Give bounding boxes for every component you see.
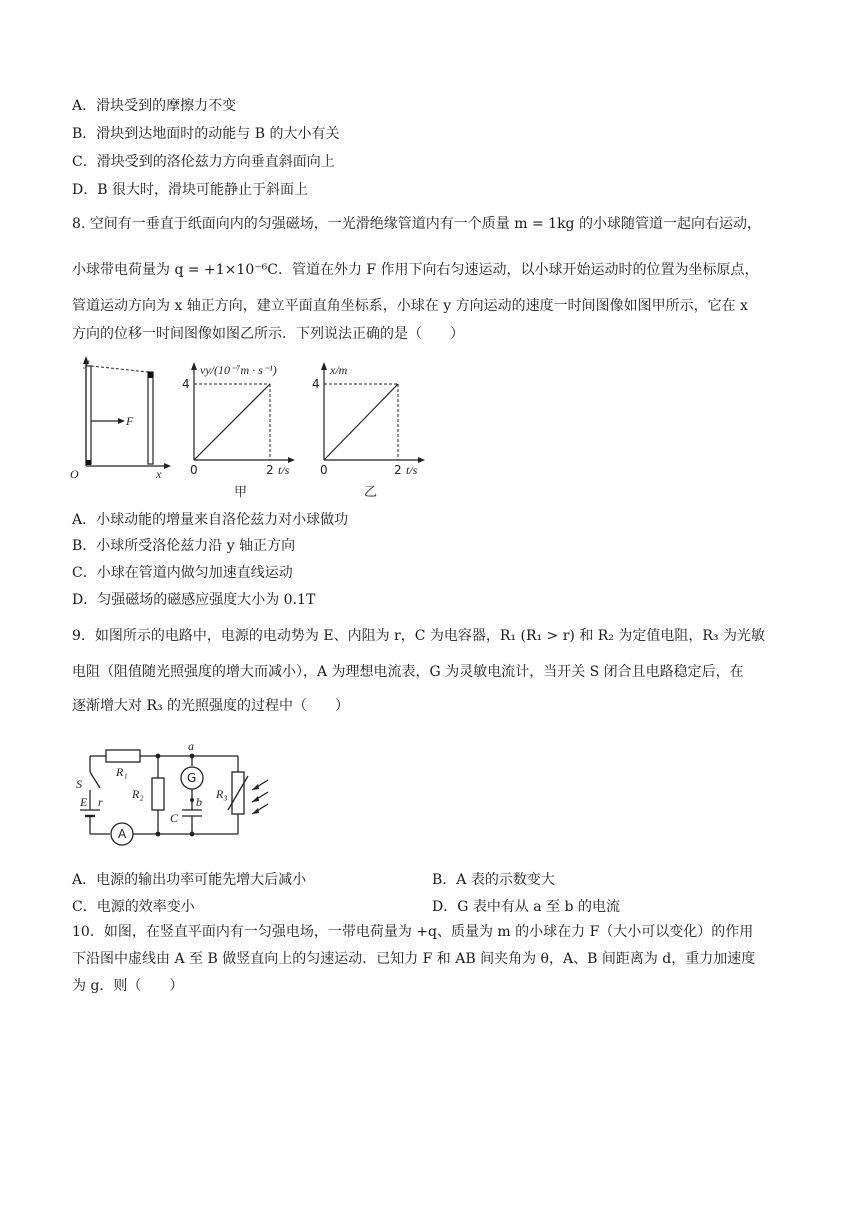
galvanometer-label: G — [187, 771, 197, 785]
jia-x-axis-label: t/s — [278, 463, 290, 477]
yi-origin: 0 — [320, 463, 328, 477]
q8-stem-line-1: 8. 空间有一垂直于纸面向内的匀强磁场，一光滑绝缘管道内有一个质量 m = 1kg 的小球随管道一起向右运动， — [72, 216, 761, 232]
node-a-label: a — [188, 739, 194, 753]
q8-figure — [68, 356, 438, 504]
q8-stem-line-2: 小球带电荷量为 q = +1×10⁻⁶C．管道在外力 F 作用下向右匀速运动，以小球开始运动时的位置为坐标原点， — [72, 262, 759, 278]
q8-stem-line-3: 管道运动方向为 x 轴正方向，建立平面直角坐标系，小球在 y 方向运动的速度一时间图像如图甲所示，它在 x — [72, 298, 748, 314]
pipe-origin-label: O — [70, 467, 79, 481]
ammeter-label: A — [118, 827, 127, 841]
q7-option-c: C．滑块受到的洛伦兹力方向垂直斜面向上 — [72, 154, 335, 170]
emf-label: E — [80, 795, 88, 809]
graph-jia — [182, 362, 295, 500]
q8-stem-line-4: 方向的位移一时间图像如图乙所示．下列说法正确的是（ ） — [72, 326, 464, 342]
yi-x-axis-label: t/s — [406, 463, 418, 477]
yi-y-tick: 4 — [312, 377, 320, 391]
q8-option-a: A．小球动能的增量来自洛伦兹力对小球做功 — [72, 512, 349, 528]
jia-origin: 0 — [190, 463, 198, 477]
switch-label: S — [76, 777, 82, 791]
jia-x-tick: 2 — [266, 463, 274, 477]
yi-line — [324, 384, 398, 460]
q8-option-c: C．小球在管道内做匀加速直线运动 — [72, 565, 293, 581]
r3-label: R₃ — [216, 787, 228, 801]
q9-stem-line-2: 电阻（阻值随光照强度的增大而减小），A 为理想电流表，G 为灵敏电流计，当开关 S 闭合且电路稳定后，在 — [72, 664, 744, 680]
graph-yi — [312, 362, 425, 500]
q9-option-c: C．电源的效率变小 — [72, 899, 195, 915]
q7-option-a: A．滑块受到的摩擦力不变 — [72, 98, 237, 114]
q9-option-b: B．A 表的示数变大 — [432, 872, 555, 888]
jia-caption: 甲 — [234, 485, 248, 500]
pipe-f-label: F — [126, 414, 134, 428]
q9-circuit — [72, 734, 272, 852]
jia-y-tick: 4 — [182, 377, 190, 391]
q9-stem-line-1: 9．如图所示的电路中，电源的电动势为 E、内阻为 r，C 为电容器，R₁ (R₁ > r) 和 R₂ 为定值电阻，R₃ 为光敏 — [72, 628, 765, 644]
q9-option-d: D．G 表中有从 a 至 b 的电流 — [432, 899, 620, 915]
q9-stem-line-3: 逐渐增大对 R₃ 的光照强度的过程中（ ） — [72, 698, 350, 714]
yi-y-axis-label: x/m — [330, 363, 348, 377]
internal-resistance-label: r — [98, 795, 103, 809]
pipe-x-label: x — [156, 467, 162, 481]
yi-x-tick: 2 — [394, 463, 402, 477]
q10-stem-line-3: 为 g．则（ ） — [72, 978, 184, 994]
q8-option-b: B．小球所受洛伦兹力沿 y 轴正方向 — [72, 538, 296, 554]
q9-option-a: A．电源的输出功率可能先增大后减小 — [72, 872, 307, 888]
q10-stem-line-1: 10．如图，在竖直平面内有一匀强电场，一带电荷量为 +q、质量为 m 的小球在力 F（大小可以变化）的作用 — [72, 924, 754, 940]
q8-option-d: D．匀强磁场的磁感应强度大小为 0.1T — [72, 592, 316, 608]
capacitor-label: C — [170, 811, 179, 825]
q7-option-b: B．滑块到达地面时的动能与 B 的大小有关 — [72, 126, 340, 142]
jia-y-axis-label: vy/(10⁻⁷m · s⁻¹) — [200, 363, 277, 377]
q10-stem-line-2: 下沿图中虚线由 A 至 B 做竖直向上的匀速运动．已知力 F 和 AB 间夹角为 θ，A、B 间距离为 d，重力加速度 — [72, 951, 756, 967]
pipe-diagram — [70, 356, 171, 481]
yi-caption: 乙 — [364, 485, 378, 500]
jia-line — [194, 384, 270, 460]
node-b-label: b — [196, 795, 202, 809]
pipe-y-label: y — [84, 356, 90, 369]
q7-option-d: D．B 很大时，滑块可能静止于斜面上 — [72, 182, 308, 198]
r1-label: R₁ — [116, 765, 128, 779]
r2-label: R₂ — [132, 787, 144, 801]
